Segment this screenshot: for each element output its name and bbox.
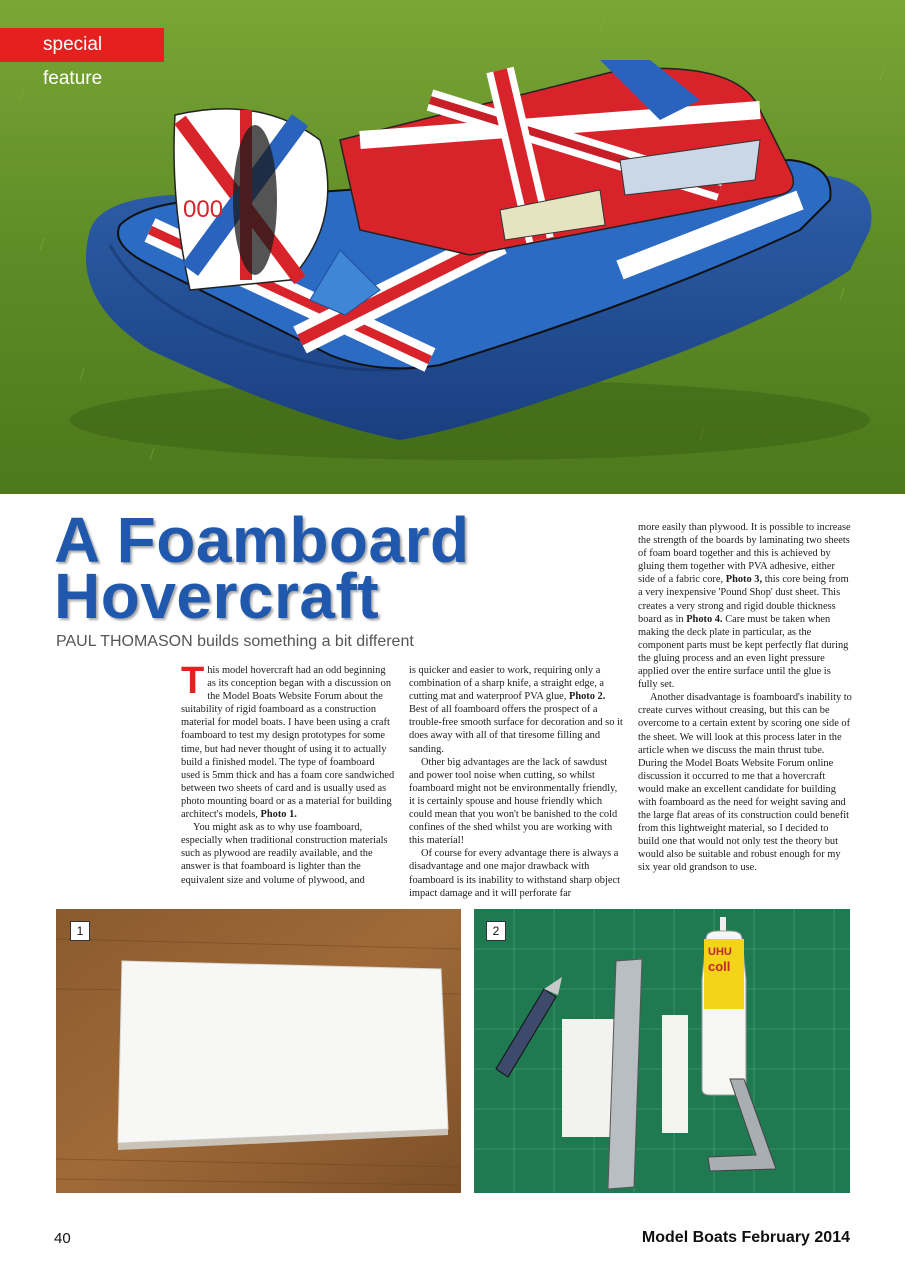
hero-duct-markings: 000: [183, 196, 224, 223]
photo-reference: Photo 3,: [725, 574, 763, 586]
paragraph: [181, 660, 395, 821]
title-line-2: Hovercraft: [54, 560, 380, 632]
glue-product: coll: [708, 959, 731, 974]
paragraph: You might ask as to why use foamboard, especially when traditional construction materials such as plywood are readily available, and the answer is that foamboard is lighter than the equivalent size and volume of plywood, and: [181, 822, 388, 886]
hovercraft-illustration: [0, 0, 905, 494]
paragraph-text: his model hovercraft had an odd beginning as its conception began with a discussion on the Model Boats Website Forum about the suitability of rigid foamboard as a construction material for model boats. I have been using a craft foamboard to test my design prototypes for some time, but had never thought of using it to actually build a finished model. The type of foamboard used is 5mm thick and has a foam core sandwiched between two sheets of card and is usually used as photo mounting board or as a material for building architect's models,: [181, 665, 395, 821]
paragraph: Another disadvantage is foamboard's inability to create curves without creasing, but this can be overcome to a certain extent by scoring one side of the sheet. We will look at this process later in the article when we discuss the main thrust tube. During the Model Boats Website Forum online discussion it occurred to me that a hovercraft would make an excellent candidate for building with foamboard as the need for weight saving and the large flat areas of its construction could benefit from this lightweight material, so I decided to build one that would not only test the theory but would also be suitable and robust enough for my six year old grandson to use.: [638, 692, 852, 874]
photo-reference: Photo 2.: [568, 691, 606, 703]
photo-reference: Photo 1.: [260, 809, 297, 821]
glue-brand: UHU: [708, 946, 732, 958]
article-title: [54, 504, 614, 632]
magazine-issue: Model Boats February 2014: [641, 1229, 850, 1246]
paragraph: [409, 664, 623, 756]
section-tag: special feature: [0, 28, 164, 62]
page-number: 40: [54, 1230, 71, 1247]
foamboard-sheet-illustration: [56, 909, 461, 1193]
paragraph: [638, 521, 852, 691]
photo-1: [56, 909, 461, 1193]
photo-label: 1: [70, 921, 90, 941]
article-subtitle: PAUL THOMASON builds something a bit different: [56, 633, 414, 650]
paragraph-text: Best of all foamboard offers the prospect of a trouble-free smooth surface for decoration and so it does away with all of that tiresome filling and sanding.: [409, 704, 623, 755]
drop-cap: T: [181, 660, 205, 702]
tools-illustration: [474, 909, 850, 1193]
photo-2: [474, 909, 850, 1193]
title-line-1: A Foamboard: [54, 504, 470, 576]
photo-reference: Photo 4.: [686, 613, 723, 625]
paragraph: Other big advantages are the lack of sawdust and power tool noise when cutting, so whilst foamboard might not be environmentally friendly, it is certainly spouse and house friendly which could mean that you won't be banished to the cold confines of the shed whilst you are working with this material!: [409, 756, 618, 847]
article-column-2: [409, 664, 623, 900]
hero-photo: [0, 0, 905, 494]
paragraph: Of course for every advantage there is always a disadvantage and one major drawback with foamboard is its inability to withstand sharp object impact damage and it will perforate far: [409, 848, 620, 899]
paragraph-text: more easily than plywood. It is possible to increase the strength of the boards by laminating two sheets of foam board together and this is achieved by gluing them together with PVA adhesive, either side of a fabric core,: [638, 522, 851, 586]
photo-label: 2: [486, 921, 506, 941]
article-column-1: [181, 660, 395, 887]
paragraph-text: is quicker and easier to work, requiring only a combination of a sharp knife, a straight edge, a cutting mat and waterproof PVA glue,: [409, 665, 605, 703]
paragraph-text: Care must be taken when making the deck plate in particular, as the component parts must be kept perfectly flat during the gluing process and an even light pressure applied over the entire surface until the glue is fully set.: [638, 613, 849, 691]
article-column-3: [638, 521, 852, 875]
paragraph-text: this core being from a very inexpensive 'Pound Shop' dust sheet. This creates a very strong and rigid double thickness board as in: [638, 574, 849, 625]
